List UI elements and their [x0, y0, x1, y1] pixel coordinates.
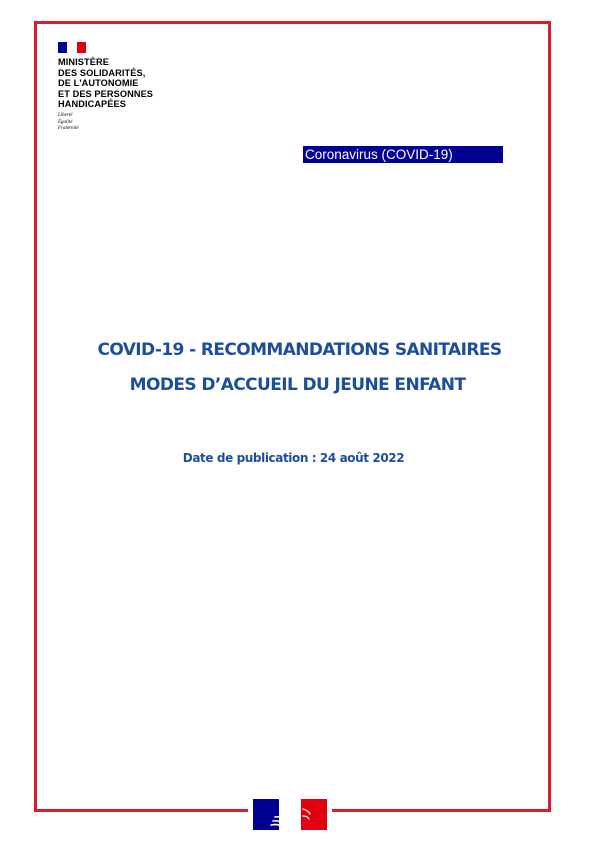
ministry-header: [58, 42, 153, 133]
ministry-name-line: MINISTÈRE: [58, 57, 109, 67]
ministry-name-line: ET DES PERSONNES: [58, 88, 154, 99]
motto-line: Égalité: [58, 119, 73, 125]
republic-motto: [58, 113, 153, 133]
document-title-line-1: COVID-19 - RECOMMANDATIONS SANITAIRES: [97, 340, 502, 360]
covid-tag: Coronavirus (COVID-19): [303, 146, 503, 163]
page-border: [34, 21, 551, 812]
document-title-line-2: MODES D’ACCUEIL DU JEUNE ENFANT: [129, 375, 466, 395]
motto-line: Liberté: [58, 112, 73, 118]
motto-line: Fraternité: [58, 126, 79, 132]
ministry-name-line: DES SOLIDARITÉS,: [58, 67, 146, 78]
publication-date: Date de publication : 24 août 2022: [182, 451, 405, 465]
marianne-logo-icon: [253, 799, 327, 830]
ministry-name-line: DE L'AUTONOMIE: [58, 78, 139, 89]
republique-francaise-flag-icon: [58, 42, 86, 53]
ministry-name-line: HANDICAPÉES: [58, 99, 126, 110]
ministry-name: [58, 57, 153, 110]
